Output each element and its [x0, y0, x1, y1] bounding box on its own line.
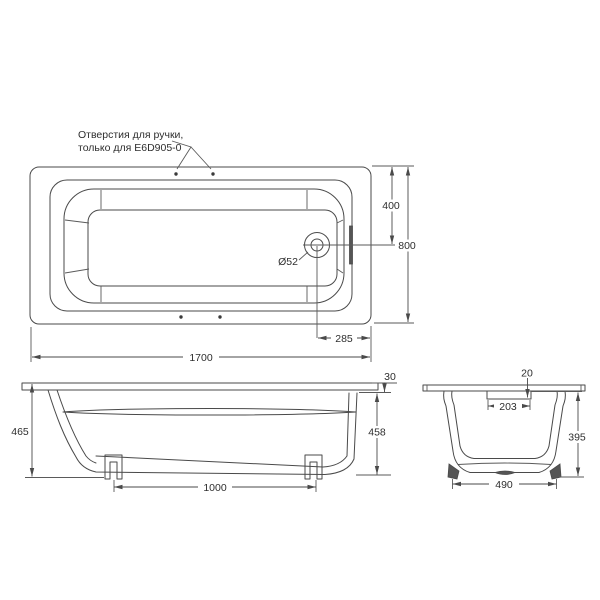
- foot-left: [105, 455, 122, 479]
- end-rim-caps: [427, 385, 581, 391]
- dim-label-drain-diameter: Ø52: [278, 256, 298, 268]
- dim-label-1700: 1700: [189, 352, 213, 364]
- annotation-text-line1: Отверстия для ручки,: [78, 129, 184, 141]
- end-bottom-face: [458, 463, 551, 465]
- dim-label-203: 203: [499, 401, 517, 413]
- end-drain-bump: [495, 471, 515, 475]
- end-inner-bottom: [460, 446, 549, 459]
- dim-label-458: 458: [368, 426, 386, 439]
- end-wall-right-inner: [549, 391, 557, 446]
- side-ledge-line: [63, 409, 356, 416]
- corner-seams: [65, 190, 343, 302]
- dim-label-465: 465: [11, 426, 29, 438]
- annotation-text-line2: только для E6D905-0: [78, 142, 182, 154]
- dim-label-400: 400: [382, 200, 400, 212]
- side-inner-bottom: [96, 393, 349, 467]
- drain-diameter-leader: [299, 252, 308, 260]
- end-wall-left-outer: [444, 391, 453, 451]
- end-wall-left-inner: [452, 391, 460, 446]
- handle-holes: [174, 172, 221, 318]
- dim-label-395: 395: [568, 431, 586, 444]
- tub-flat-bottom: [88, 210, 337, 286]
- end-wall-right-outer: [556, 391, 565, 451]
- end-foot-left: [448, 464, 459, 479]
- dim-label-30: 30: [384, 371, 396, 383]
- dim-label-490: 490: [495, 479, 513, 491]
- side-inner-wall-left: [57, 390, 96, 463]
- dim-label-800: 800: [398, 240, 416, 252]
- top-view: [30, 129, 420, 364]
- end-outer-bottom: [453, 451, 556, 473]
- end-view: [423, 368, 591, 492]
- end-step: [487, 391, 531, 399]
- dim-label-1000: 1000: [203, 482, 227, 494]
- side-rim: [22, 383, 378, 390]
- end-rim: [423, 385, 585, 391]
- dim-label-285: 285: [335, 333, 353, 345]
- dim-label-20: 20: [521, 367, 533, 380]
- side-view: [11, 371, 397, 494]
